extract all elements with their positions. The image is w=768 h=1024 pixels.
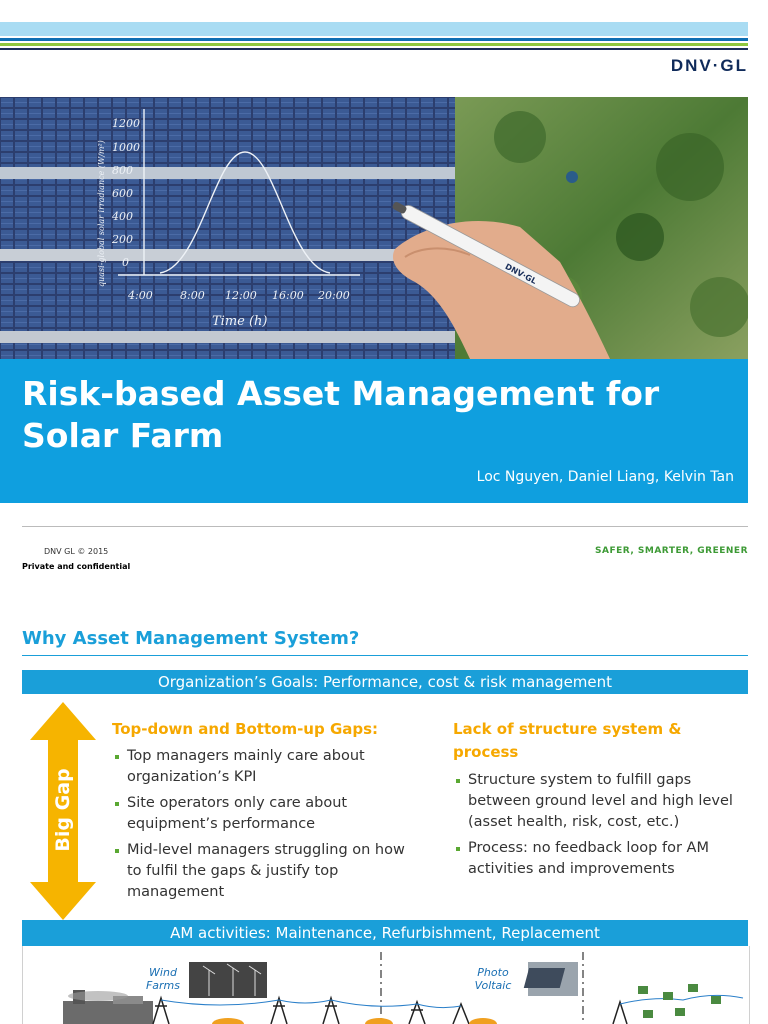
wind-farms-label: Wind Farms <box>145 966 181 992</box>
sketch-y-tick: 200 <box>112 233 133 246</box>
list-item: Mid-level managers struggling on how to fulfil the gaps & justify top management <box>112 840 412 903</box>
sketch-x-tick: 12:00 <box>225 289 257 302</box>
copyright-text: DNV GL © 2015 <box>44 547 109 556</box>
top-stripe-blue <box>0 38 748 41</box>
am-activities-bar: AM activities: Maintenance, Refurbishment, Replacement <box>22 920 748 946</box>
right-bullet-list <box>453 770 743 885</box>
sketch-x-tick: 8:00 <box>180 289 205 302</box>
sketch-y-tick: 800 <box>112 164 133 177</box>
confidential-label: Private and confidential <box>22 562 131 571</box>
right-column-heading: Lack of structure system & process <box>453 720 682 761</box>
left-bullet-list <box>112 746 412 908</box>
section-title-underline <box>22 655 748 656</box>
sketch-y-tick: 1200 <box>112 117 140 130</box>
list-item: Structure system to fulfill gaps between ground level and high level (asset health, risk, cost, etc.) <box>453 770 743 833</box>
list-item: Site operators only care about equipment’s performance <box>112 793 412 835</box>
slide-title: Risk-based Asset Management for Solar Farm <box>22 374 660 455</box>
sketch-y-label: quasi-global solar irradiance (W/m²) <box>97 140 106 287</box>
tagline: SAFER, SMARTER, GREENER <box>595 546 748 556</box>
title-band <box>0 359 748 503</box>
top-stripe-light <box>0 22 748 36</box>
power-grid-diagram <box>22 946 750 1024</box>
sketch-y-tick: 0 <box>122 256 129 269</box>
top-stripe-navy <box>0 48 748 50</box>
section-title: Why Asset Management System? <box>22 628 360 649</box>
list-item: Process: no feedback loop for AM activities and improvements <box>453 838 743 880</box>
sketch-x-tick: 20:00 <box>318 289 350 302</box>
goals-bar: Organization’s Goals: Performance, cost & risk management <box>22 670 748 694</box>
top-stripe-green <box>0 43 748 46</box>
sketch-x-tick: 4:00 <box>128 289 153 302</box>
big-gap-label: Big Gap <box>52 768 74 852</box>
pen-brand-text: DNV·GL <box>503 261 538 286</box>
left-column-heading: Top-down and Bottom-up Gaps: <box>112 720 379 738</box>
sketch-y-tick: 600 <box>112 187 133 200</box>
footer-divider <box>22 526 748 527</box>
hero-image-solar-panels <box>0 97 748 359</box>
sketch-y-tick: 400 <box>112 210 133 223</box>
sketch-y-tick: 1000 <box>112 141 140 154</box>
sketch-x-label: Time (h) <box>212 314 268 329</box>
sketch-x-tick: 16:00 <box>272 289 304 302</box>
photo-voltaic-label: Photo Voltaic <box>474 966 512 992</box>
dnv-gl-logo: DNV·GL <box>670 56 748 75</box>
authors: Loc Nguyen, Daniel Liang, Kelvin Tan <box>476 469 734 485</box>
list-item: Top managers mainly care about organization’s KPI <box>112 746 412 788</box>
